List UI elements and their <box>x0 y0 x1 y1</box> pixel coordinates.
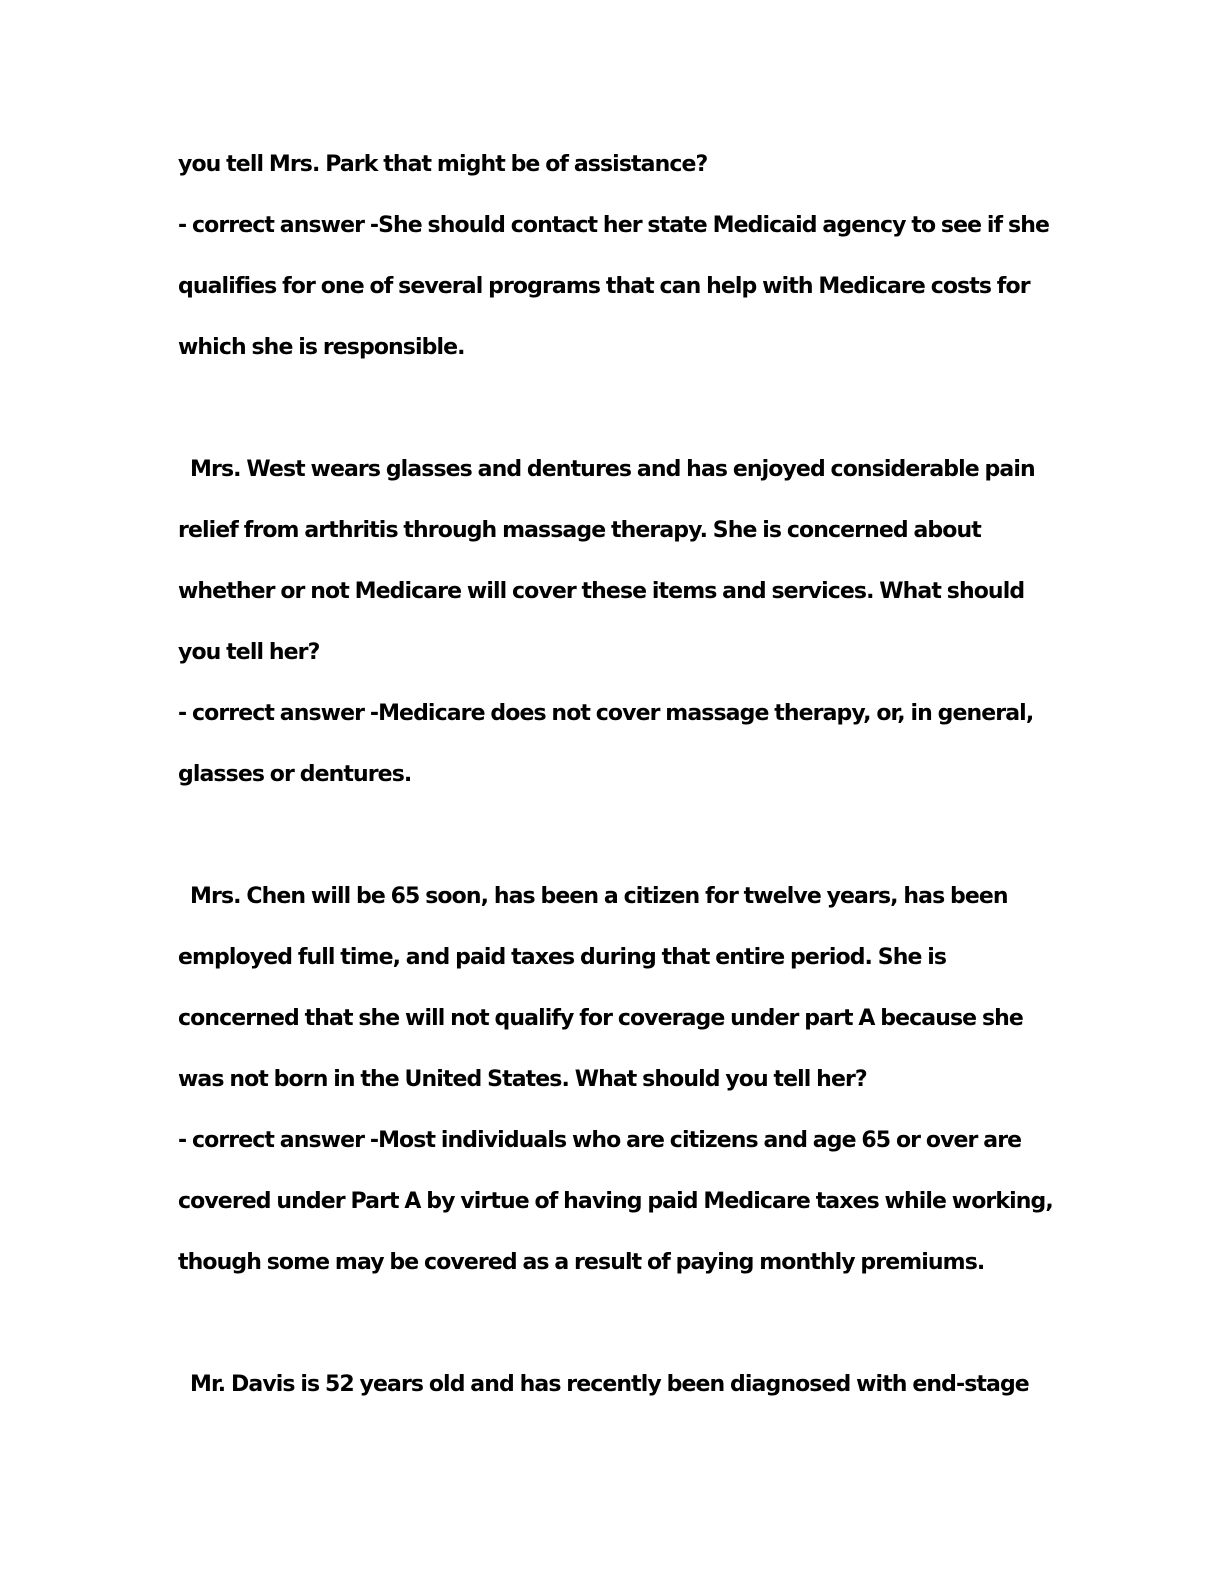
question-line: Mr. Davis is 52 years old and has recently been diagnosed with end-stage <box>190 1372 1029 1397</box>
text-line: you tell her? <box>178 640 320 665</box>
text-line: concerned that she will not qualify for coverage under part A because she <box>178 1006 1023 1031</box>
text-line: whether or not Medicare will cover these items and services. What should <box>178 579 1025 604</box>
text-line: was not born in the United States. What should you tell her? <box>178 1067 867 1092</box>
text-line: relief from arthritis through massage therapy. She is concerned about <box>178 518 981 543</box>
text-line: though some may be covered as a result of paying monthly premiums. <box>178 1250 985 1275</box>
text-line: which she is responsible. <box>178 335 465 360</box>
text-line: glasses or dentures. <box>178 762 412 787</box>
answer-line: - correct answer -She should contact her state Medicaid agency to see if she <box>178 213 1049 238</box>
answer-line: - correct answer -Medicare does not cover massage therapy, or, in general, <box>178 701 1034 726</box>
text-line: employed full time, and paid taxes during that entire period. She is <box>178 945 947 970</box>
text-line: you tell Mrs. Park that might be of assistance? <box>178 152 708 177</box>
text-line: covered under Part A by virtue of having paid Medicare taxes while working, <box>178 1189 1053 1214</box>
question-line: Mrs. West wears glasses and dentures and has enjoyed considerable pain <box>190 457 1035 482</box>
text-line: qualifies for one of several programs that can help with Medicare costs for <box>178 274 1030 299</box>
answer-line: - correct answer -Most individuals who are citizens and age 65 or over are <box>178 1128 1022 1153</box>
question-line: Mrs. Chen will be 65 soon, has been a citizen for twelve years, has been <box>190 884 1008 909</box>
